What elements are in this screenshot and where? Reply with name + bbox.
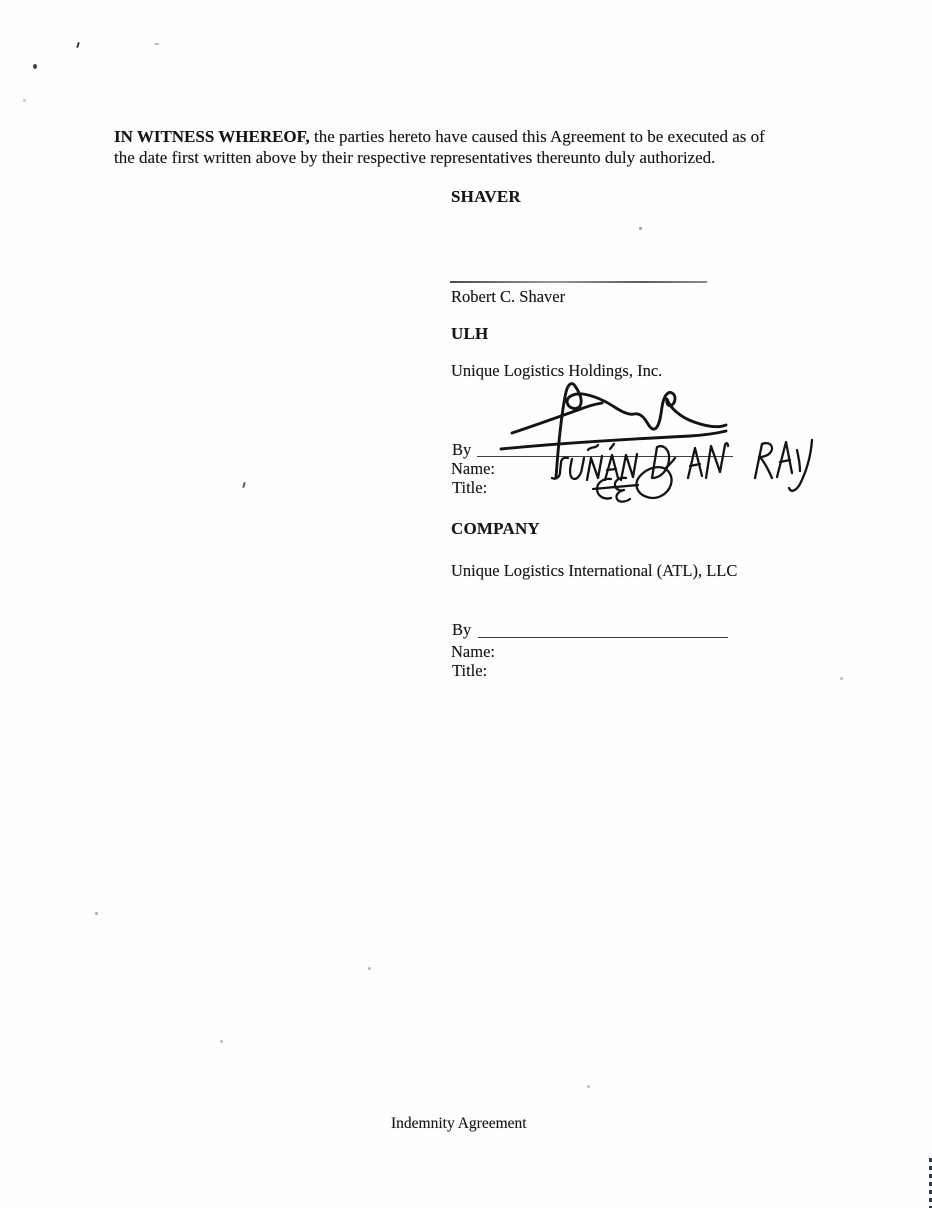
ulh-title-label: Title: <box>452 478 488 497</box>
ulh-by-label: By <box>452 440 472 459</box>
company-company-name: Unique Logistics International (ATL), LLC <box>451 561 738 580</box>
footer-document-title: Indemnity Agreement <box>391 1115 527 1132</box>
scan-speck <box>368 967 371 970</box>
scan-speck <box>242 482 246 488</box>
ulh-name-label: Name: <box>451 459 495 478</box>
witness-paragraph <box>114 126 830 168</box>
scan-speck <box>840 677 843 680</box>
company-heading: COMPANY <box>451 519 540 538</box>
scan-speck <box>76 42 80 48</box>
ulh-heading: ULH <box>451 324 489 343</box>
scan-speck <box>23 99 26 102</box>
company-by-label: By <box>452 620 472 639</box>
company-title-label: Title: <box>452 661 488 680</box>
witness-bold-lead: IN WITNESS WHEREOF, <box>114 127 310 146</box>
signature-name-text <box>552 440 812 491</box>
shaver-heading: SHAVER <box>451 187 521 206</box>
scan-speck <box>587 1085 590 1088</box>
company-by-line <box>478 637 728 638</box>
scan-speck <box>154 43 159 45</box>
witness-line-2: the date first written above by their respective representatives thereunto duly authorized. <box>114 148 716 167</box>
scan-speck <box>33 64 37 69</box>
company-name-label: Name: <box>451 642 495 661</box>
scan-speck <box>220 1040 223 1043</box>
witness-line-1 <box>114 126 830 147</box>
scan-speck <box>95 912 98 915</box>
signature-line-shaver <box>450 281 707 283</box>
handwritten-signature <box>430 372 900 517</box>
witness-line-1-rest: the parties hereto have caused this Agreement to be executed as of <box>309 127 765 146</box>
shaver-signatory-name: Robert C. Shaver <box>451 287 566 306</box>
ulh-company-name: Unique Logistics Holdings, Inc. <box>451 361 663 380</box>
scan-speck <box>639 227 642 230</box>
